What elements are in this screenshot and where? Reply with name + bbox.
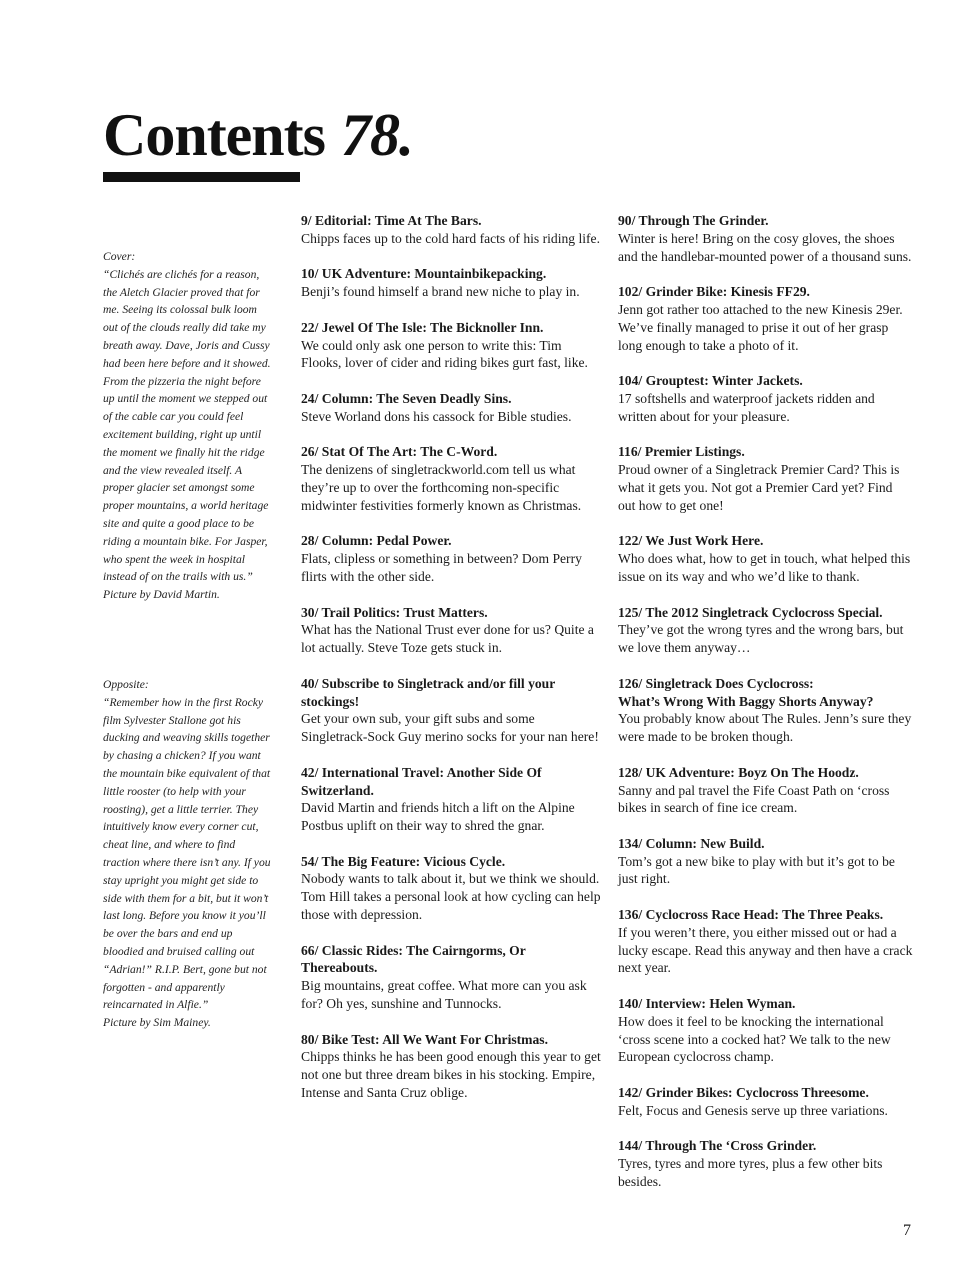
entry-heading-line: 80/ Bike Test: All We Want For Christmas.	[301, 1031, 548, 1047]
entry-description: David Martin and friends hitch a lift on the Alpine Postbus uplift on their way to shred the gnar.	[301, 800, 575, 834]
entry-description: Flats, clipless or something in between? Dom Perry flirts with the other side.	[301, 551, 582, 584]
entry-description: What has the National Trust ever done for us? Quite a lot actually. Steve Toze gets stuck in.	[301, 622, 594, 656]
entry-heading-line: 128/ UK Adventure: Boyz On The Hoodz.	[618, 764, 859, 780]
entry-description: Nobody wants to talk about it, but we think we should. Tom Hill takes a personal look at how cycling can help those with depression.	[301, 871, 601, 923]
entry-heading	[618, 1137, 913, 1155]
contents-entry[interactable]	[618, 604, 913, 657]
contents-entry[interactable]	[301, 532, 601, 585]
entry-heading-line: 144/ Through The ‘Cross Grinder.	[618, 1138, 817, 1154]
contents-entry[interactable]	[618, 372, 913, 425]
contents-entry[interactable]	[301, 319, 601, 372]
contents-entry[interactable]	[618, 906, 913, 977]
entry-heading	[301, 390, 601, 408]
contents-entry[interactable]	[301, 443, 601, 514]
entry-heading	[618, 995, 913, 1013]
entry-heading-line: 104/ Grouptest: Winter Jackets.	[618, 373, 803, 389]
entry-heading	[618, 906, 913, 924]
entry-heading	[301, 942, 601, 978]
entry-description: If you weren’t there, you either missed out or had a lucky escape. Read this anyway and then have a crack next year.	[618, 924, 913, 976]
entry-heading-line: 22/ Jewel Of The Isle: The Bicknoller Inn.	[301, 319, 544, 335]
entry-heading-line: 116/ Premier Listings.	[618, 444, 745, 460]
entry-heading	[618, 764, 913, 782]
entry-heading	[618, 1084, 913, 1102]
entry-description: Steve Worland dons his cassock for Bible studies.	[301, 408, 572, 424]
entry-heading-line: 66/ Classic Rides: The Cairngorms, Or Thereabouts.	[301, 942, 526, 976]
title-word: Contents	[103, 102, 326, 168]
contents-entry[interactable]	[618, 443, 913, 514]
entry-description: Who does what, how to get in touch, what helped this issue on its way and who we’d like to thank.	[618, 551, 911, 584]
entry-heading	[618, 212, 913, 230]
entry-description: 17 softshells and waterproof jackets ridden and written about for your pleasure.	[618, 390, 875, 424]
caption-label: Cover:	[103, 250, 136, 263]
entry-heading	[301, 604, 601, 622]
entry-heading	[301, 443, 601, 461]
contents-entry[interactable]	[301, 212, 601, 248]
entry-description: Chipps faces up to the cold hard facts of his riding life.	[301, 230, 600, 246]
entry-heading-line: 90/ Through The Grinder.	[618, 213, 769, 228]
contents-column-right	[618, 212, 913, 1209]
entry-heading	[301, 853, 601, 871]
entry-description: Benji’s found himself a brand new niche to play in.	[301, 284, 580, 300]
caption-text: “Remember how in the first Rocky film Sylvester Stallone got his ducking and weaving skills together by chasing a chicken? If you want the mountain bike equivalent of that little rooster (to help with your roosting), get a little terrier. They intuitively know every corner cut, cheat line, and where to find traction where there isn’t any. If you stay upright you might get side to side with them for a bit, but it won’t last long. Before you know it you’ll be over the bars and end up bloodied and bruised calling out “Adrian!” R.I.P. Bert, gone but not forgotten - and apparently reincarnated in Alfie.”	[103, 695, 271, 1012]
caption-credit: Picture by Sim Mainey.	[103, 1016, 211, 1030]
contents-entry[interactable]	[301, 942, 601, 1013]
entry-heading	[618, 372, 913, 390]
entry-heading	[301, 212, 601, 230]
contents-entry[interactable]	[301, 390, 601, 426]
title-underline	[103, 172, 300, 182]
entry-heading	[301, 265, 601, 283]
entry-description: The denizens of singletrackworld.com tell us what they’re up to over the forthcoming non-specific midwinter festivities formerly known as Christmas.	[301, 462, 582, 513]
entry-heading-line: 140/ Interview: Helen Wyman.	[618, 996, 796, 1012]
contents-entry[interactable]	[618, 1084, 913, 1120]
contents-entry[interactable]	[301, 265, 601, 301]
entry-heading-line: 122/ We Just Work Here.	[618, 533, 764, 549]
entry-heading	[301, 675, 601, 711]
entry-heading-line: 40/ Subscribe to Singletrack and/or fill your stockings!	[301, 675, 556, 709]
entry-description: Jenn got rather too attached to the new Kinesis 29er. We’ve finally managed to prise it out of her grasp long enough to take a photo of it.	[618, 301, 903, 353]
contents-entry[interactable]	[301, 1031, 601, 1102]
caption-credit: Picture by David Martin.	[103, 588, 220, 602]
entry-heading	[618, 675, 913, 711]
issue-number: 78.	[341, 102, 414, 168]
entry-description: Chipps thinks he has been good enough this year to get not one but three dream bikes in his stocking. Empire, Intense and Santa Cruz oblige.	[301, 1049, 601, 1101]
entry-description: Tom’s got a new bike to play with but it’s got to be just right.	[618, 853, 895, 887]
entry-heading-line: 30/ Trail Politics: Trust Matters.	[301, 604, 488, 620]
contents-entry[interactable]	[618, 212, 913, 265]
entry-heading	[301, 532, 601, 550]
entry-description: Tyres, tyres and more tyres, plus a few other bits besides.	[618, 1156, 883, 1190]
entry-heading	[618, 283, 913, 301]
entry-description: Sanny and pal travel the Fife Coast Path on ‘cross bikes in search of fine ice cream.	[618, 782, 890, 816]
entry-heading	[301, 319, 601, 337]
contents-entry[interactable]	[618, 764, 913, 817]
entry-description: We could only ask one person to write this: Tim Flooks, lover of cider and riding bikes gurt fast, like.	[301, 337, 588, 371]
entry-heading	[618, 443, 913, 461]
contents-entry[interactable]	[618, 532, 913, 585]
entry-description: They’ve got the wrong tyres and the wrong bars, but we love them anyway…	[618, 622, 904, 656]
entry-heading-line: 136/ Cyclocross Race Head: The Three Peaks.	[618, 907, 884, 923]
entry-heading-line: 28/ Column: Pedal Power.	[301, 533, 452, 549]
entry-heading-line: 134/ Column: New Build.	[618, 835, 765, 851]
entry-heading-line: 24/ Column: The Seven Deadly Sins.	[301, 390, 512, 406]
contents-entry[interactable]	[301, 853, 601, 924]
entry-description: Big mountains, great coffee. What more can you ask for? Oh yes, sunshine and Tunnocks.	[301, 978, 587, 1012]
entry-heading	[618, 532, 913, 550]
entry-heading	[301, 764, 601, 800]
entry-heading	[618, 604, 913, 622]
entry-heading-line: 10/ UK Adventure: Mountainbikepacking.	[301, 266, 547, 282]
entry-heading-line: 26/ Stat Of The Art: The C-Word.	[301, 444, 498, 460]
contents-entry[interactable]	[301, 604, 601, 657]
entry-heading-line: 142/ Grinder Bikes: Cyclocross Threesome.	[618, 1085, 869, 1101]
entry-heading-line: 125/ The 2012 Singletrack Cyclocross Special.	[618, 604, 883, 620]
opposite-caption	[103, 676, 271, 1032]
entry-heading-line: 42/ International Travel: Another Side Of Switzerland.	[301, 764, 542, 798]
contents-entry[interactable]	[618, 283, 913, 354]
contents-entry[interactable]	[618, 1137, 913, 1190]
entry-description: Get your own sub, your gift subs and some Singletrack-Sock Guy merino socks for your nan here!	[301, 711, 599, 745]
caption-text: “Clichés are clichés for a reason, the Aletch Glacier proved that for me. Seeing its colossal bulk loom out of the clouds really did take my breath away. Dave, Joris and Cussy had been here before and it showed. From the pizzeria the night before up until the moment we stepped out of the cable car you could feel excitement building, right up until the moment we finally hit the ridge and the view revealed itself. A proper glacier set amongst some proper mountains, a world heritage site and quite a good place to be riding a mountain bike. For Jasper, who spent the week in hospital instead of on the trails with us.”	[103, 267, 271, 584]
entry-description: You probably know about The Rules. Jenn’s sure they were made to be broken though.	[618, 711, 912, 745]
contents-entry[interactable]	[301, 764, 601, 835]
page-number: 7	[903, 1222, 911, 1239]
entry-heading	[301, 1031, 601, 1049]
contents-entry[interactable]	[618, 675, 913, 746]
entry-heading-line: 9/ Editorial: Time At The Bars.	[301, 213, 482, 228]
contents-entry[interactable]	[618, 995, 913, 1066]
contents-entry[interactable]	[618, 835, 913, 888]
caption-label: Opposite:	[103, 678, 149, 691]
entry-heading-line: 102/ Grinder Bike: Kinesis FF29.	[618, 284, 810, 300]
contents-column-left	[301, 212, 601, 1120]
entry-heading-line: 54/ The Big Feature: Vicious Cycle.	[301, 853, 506, 869]
entry-heading	[618, 835, 913, 853]
entry-description: How does it feel to be knocking the international ‘cross scene into a cocked hat? We talk to the new European cyclocross champ.	[618, 1013, 891, 1065]
contents-entry[interactable]	[301, 675, 601, 746]
entry-description: Winter is here! Bring on the cosy gloves, the shoes and the handlebar-mounted power of a thousand suns.	[618, 230, 912, 264]
cover-caption	[103, 248, 271, 604]
entry-heading-line: 126/ Singletrack Does Cyclocross:	[618, 675, 814, 691]
page-title	[103, 100, 413, 170]
entry-heading-line: What’s Wrong With Baggy Shorts Anyway?	[618, 693, 874, 709]
entry-description: Proud owner of a Singletrack Premier Card? This is what it gets you. Not got a Premier Card yet? Find out how to get one!	[618, 462, 900, 513]
entry-description: Felt, Focus and Genesis serve up three variations.	[618, 1102, 888, 1118]
